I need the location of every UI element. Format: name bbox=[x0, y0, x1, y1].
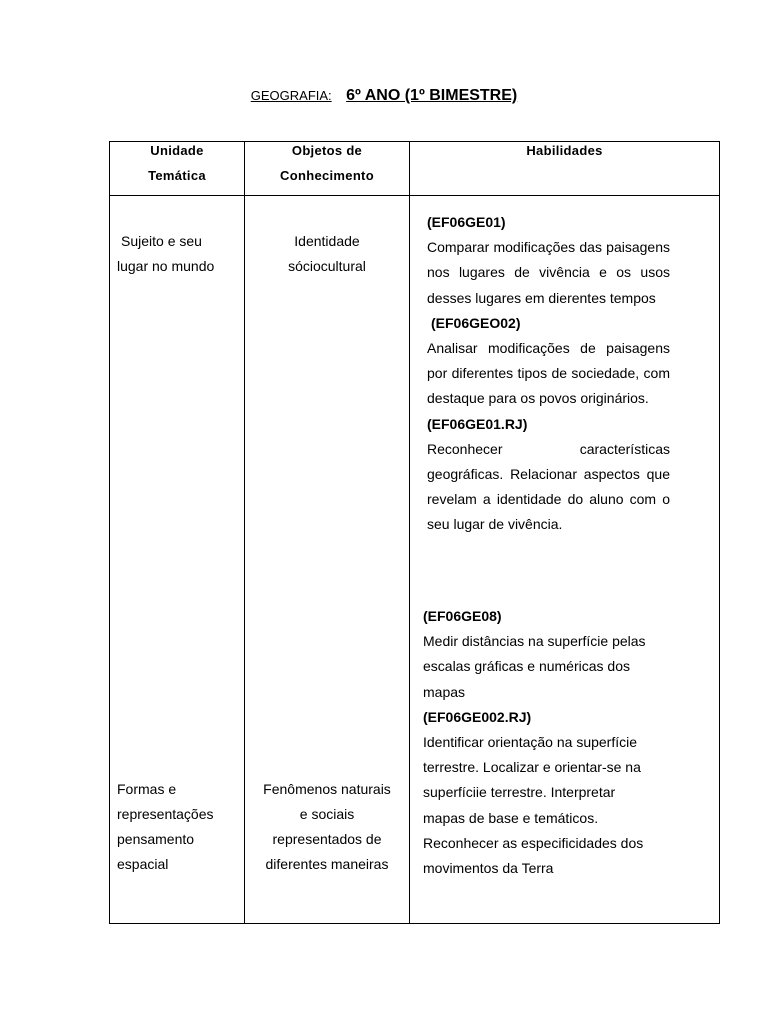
table-border-bottom bbox=[109, 923, 720, 924]
unidade-cell-1: Sujeito e seu lugar no mundo bbox=[117, 233, 215, 274]
skill-line: mapas bbox=[423, 683, 466, 700]
grade-period-heading: 6º ANO (1º BIMESTRE) bbox=[346, 87, 518, 104]
table-header-divider bbox=[109, 195, 720, 196]
skill-code: (EF06GEO02) bbox=[431, 314, 521, 331]
subject-label: GEOGRAFIA: bbox=[250, 88, 332, 103]
table-column-divider-2 bbox=[409, 141, 410, 924]
skill-line: movimentos da Terra bbox=[423, 860, 554, 877]
skill-code: (EF06GE01.RJ) bbox=[427, 415, 528, 432]
page-title bbox=[0, 86, 768, 106]
header-habilidades: Habilidades bbox=[526, 143, 603, 158]
objetos-cell-2: Fenômenos naturais e sociais representados de diferentes maneiras bbox=[263, 781, 391, 872]
skill-code: (EF06GE01) bbox=[427, 214, 506, 230]
skill-description: Comparar modificações das paisagens nos lugares de vivência e os usos desses lugares em dierentes tempos bbox=[427, 239, 670, 306]
skill-line: superfíciie terrestre. Interpretar bbox=[423, 784, 616, 801]
objetos-cell-1: Identidade sóciocultural bbox=[288, 233, 366, 274]
skill-line: escalas gráficas e numéricas dos bbox=[423, 658, 630, 675]
skill-line: Identificar orientação na superfície bbox=[423, 734, 638, 751]
habilidades-cell-2 bbox=[423, 604, 683, 881]
skill-line: terrestre. Localizar e orientar-se na bbox=[423, 759, 641, 776]
skill-line: Reconhecer as especificidades dos bbox=[423, 834, 644, 851]
skill-line: mapas de base e temáticos. bbox=[423, 809, 599, 826]
skill-description: Analisar modificações de paisagens por diferentes tipos de sociedade, com destaque para os povos originários. bbox=[427, 340, 670, 407]
unidade-cell-2: Formas e representações pensamento espacial bbox=[117, 781, 214, 872]
skill-code: (EF06GE002.RJ) bbox=[423, 708, 532, 725]
header-unidade-tematica: Unidade Temática bbox=[148, 143, 206, 183]
header-objetos-conhecimento: Objetos de Conhecimento bbox=[280, 143, 374, 183]
table-border-right bbox=[719, 141, 720, 924]
table-border-left bbox=[109, 141, 110, 924]
skill-description: Reconhecer características geográficas. Relacionar aspectos que revelam a identidade do aluno com o seu lugar de vivência. bbox=[427, 440, 670, 533]
skill-code: (EF06GE08) bbox=[423, 608, 502, 624]
skill-line: Medir distâncias na superfície pelas bbox=[423, 633, 646, 650]
habilidades-cell-1 bbox=[427, 210, 670, 538]
